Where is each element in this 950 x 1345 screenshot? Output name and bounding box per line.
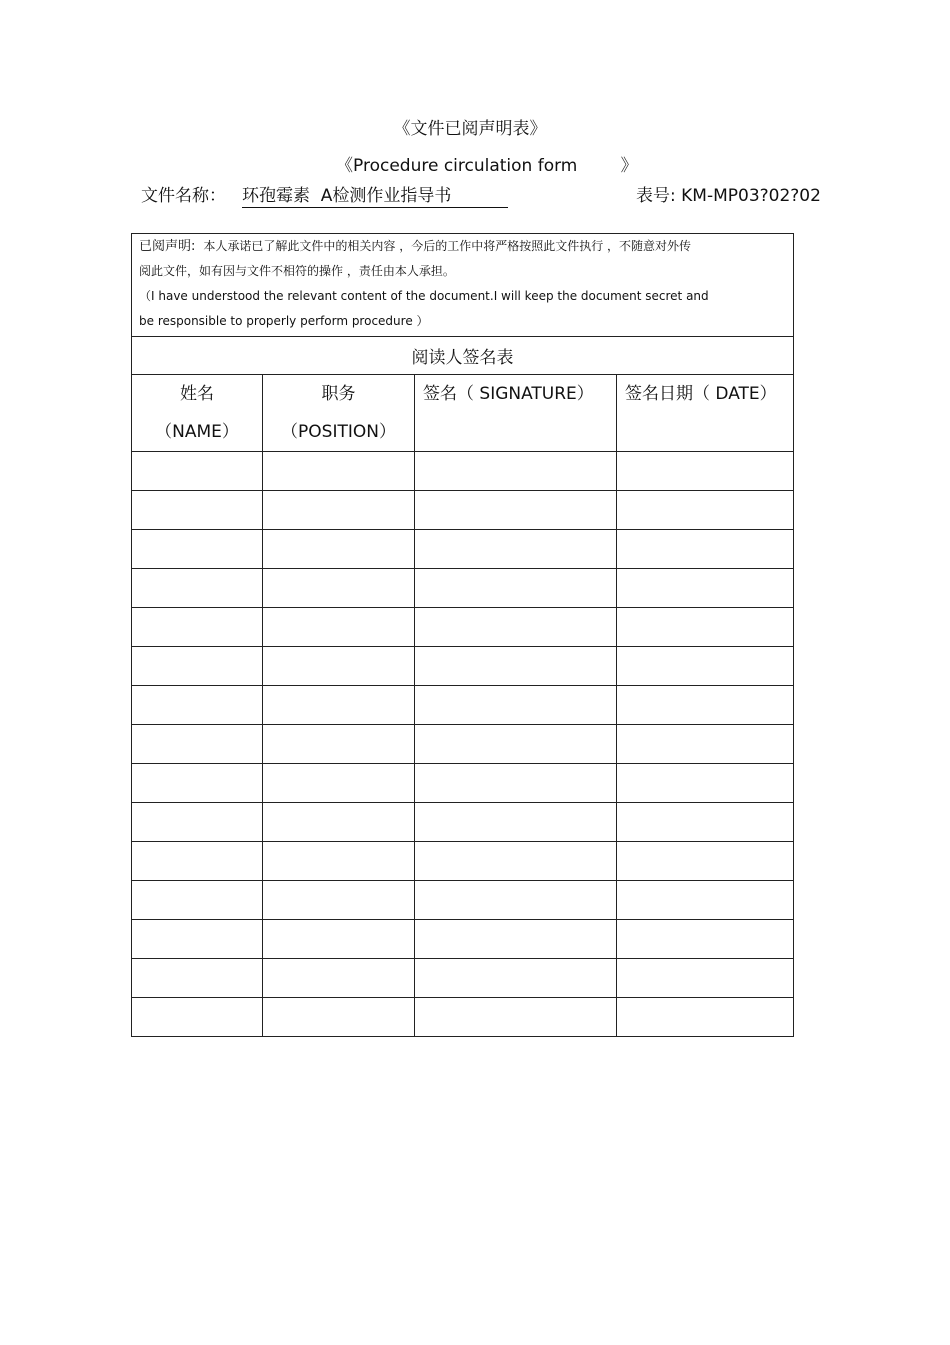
name-cell[interactable] — [132, 647, 263, 686]
table-row — [132, 959, 794, 998]
signature-cell[interactable] — [415, 998, 617, 1037]
position-cell[interactable] — [263, 647, 415, 686]
header-name — [132, 375, 263, 452]
signature-cell[interactable] — [415, 647, 617, 686]
signature-cell[interactable] — [415, 608, 617, 647]
header-signature — [415, 375, 617, 452]
signature-cell[interactable] — [415, 569, 617, 608]
position-cell[interactable] — [263, 764, 415, 803]
date-cell[interactable] — [617, 725, 794, 764]
position-cell[interactable] — [263, 842, 415, 881]
declaration-text-3: （I have understood the relevant content of the document.I will keep the document secret and — [139, 289, 709, 303]
declaration-text-4: be responsible to properly perform procedure ） — [139, 314, 429, 328]
table-row — [132, 686, 794, 725]
date-cell[interactable] — [617, 764, 794, 803]
date-cell[interactable] — [617, 959, 794, 998]
name-cell[interactable] — [132, 764, 263, 803]
position-cell[interactable] — [263, 530, 415, 569]
position-cell[interactable] — [263, 998, 415, 1037]
table-row — [132, 491, 794, 530]
table-row — [132, 647, 794, 686]
name-cell[interactable] — [132, 452, 263, 491]
name-cell[interactable] — [132, 686, 263, 725]
position-cell[interactable] — [263, 452, 415, 491]
declaration-row — [132, 234, 794, 337]
name-cell[interactable] — [132, 803, 263, 842]
form-number: 表号: KM-MP03?02?02 — [636, 186, 821, 206]
header-row — [132, 375, 794, 452]
name-cell[interactable] — [132, 842, 263, 881]
date-cell[interactable] — [617, 686, 794, 725]
table-row — [132, 998, 794, 1037]
signature-cell[interactable] — [415, 452, 617, 491]
file-name-label: 文件名称： — [141, 186, 226, 206]
position-cell[interactable] — [263, 569, 415, 608]
name-cell[interactable] — [132, 569, 263, 608]
signature-table-title-row — [132, 337, 794, 375]
signature-cell[interactable] — [415, 530, 617, 569]
signature-cell[interactable] — [415, 725, 617, 764]
table-row — [132, 764, 794, 803]
date-cell[interactable] — [617, 491, 794, 530]
name-cell[interactable] — [132, 920, 263, 959]
document-title-cn: 《文件已阅声明表》 — [393, 119, 547, 139]
declaration-cell — [132, 234, 794, 337]
date-cell[interactable] — [617, 881, 794, 920]
declaration-text-1: 本人承诺已了解此文件中的相关内容 ，今后的工作中将严格按照此文件执行 ，不随意对外传 — [203, 239, 692, 253]
header-position-cn: 职务 — [321, 384, 356, 404]
declaration-text-2: 阅此文件，如有因与文件不相符的操作 ，责任由本人承担。 — [139, 264, 455, 278]
position-cell[interactable] — [263, 686, 415, 725]
declaration-label: 已阅声明: — [139, 239, 196, 254]
table-row — [132, 530, 794, 569]
signature-cell[interactable] — [415, 881, 617, 920]
table-row — [132, 842, 794, 881]
position-cell[interactable] — [263, 959, 415, 998]
signature-table-title: 阅读人签名表 — [132, 337, 794, 375]
position-cell[interactable] — [263, 608, 415, 647]
signature-cell[interactable] — [415, 764, 617, 803]
declaration-line-1 — [139, 234, 787, 259]
position-cell[interactable] — [263, 803, 415, 842]
signature-cell[interactable] — [415, 686, 617, 725]
name-cell[interactable] — [132, 998, 263, 1037]
name-cell[interactable] — [132, 725, 263, 764]
header-name-en: （NAME） — [155, 422, 239, 442]
table-row — [132, 452, 794, 491]
table-row — [132, 920, 794, 959]
name-cell[interactable] — [132, 608, 263, 647]
file-name-value: 环孢霉素 A检测作业指导书 — [242, 181, 508, 208]
date-cell[interactable] — [617, 842, 794, 881]
date-cell[interactable] — [617, 569, 794, 608]
name-cell[interactable] — [132, 959, 263, 998]
name-cell[interactable] — [132, 881, 263, 920]
header-date-label: 签名日期（ DATE） — [625, 384, 777, 404]
table-row — [132, 881, 794, 920]
signature-cell[interactable] — [415, 920, 617, 959]
name-cell[interactable] — [132, 530, 263, 569]
signature-cell[interactable] — [415, 803, 617, 842]
document-title-en: 《Procedure circulation form 》 — [336, 156, 638, 176]
table-row — [132, 725, 794, 764]
date-cell[interactable] — [617, 920, 794, 959]
signature-cell[interactable] — [415, 842, 617, 881]
table-row — [132, 608, 794, 647]
date-cell[interactable] — [617, 530, 794, 569]
position-cell[interactable] — [263, 725, 415, 764]
position-cell[interactable] — [263, 881, 415, 920]
header-signature-label: 签名（ SIGNATURE） — [423, 384, 594, 404]
signature-cell[interactable] — [415, 491, 617, 530]
signature-form-table — [131, 233, 794, 1037]
header-position-en: （POSITION） — [281, 422, 396, 442]
date-cell[interactable] — [617, 608, 794, 647]
table-row — [132, 803, 794, 842]
date-cell[interactable] — [617, 998, 794, 1037]
header-date — [617, 375, 794, 452]
table-row — [132, 569, 794, 608]
date-cell[interactable] — [617, 647, 794, 686]
header-name-cn: 姓名 — [180, 384, 214, 404]
header-position — [263, 375, 415, 452]
position-cell[interactable] — [263, 491, 415, 530]
signature-cell[interactable] — [415, 959, 617, 998]
name-cell[interactable] — [132, 491, 263, 530]
date-cell[interactable] — [617, 803, 794, 842]
position-cell[interactable] — [263, 920, 415, 959]
date-cell[interactable] — [617, 452, 794, 491]
